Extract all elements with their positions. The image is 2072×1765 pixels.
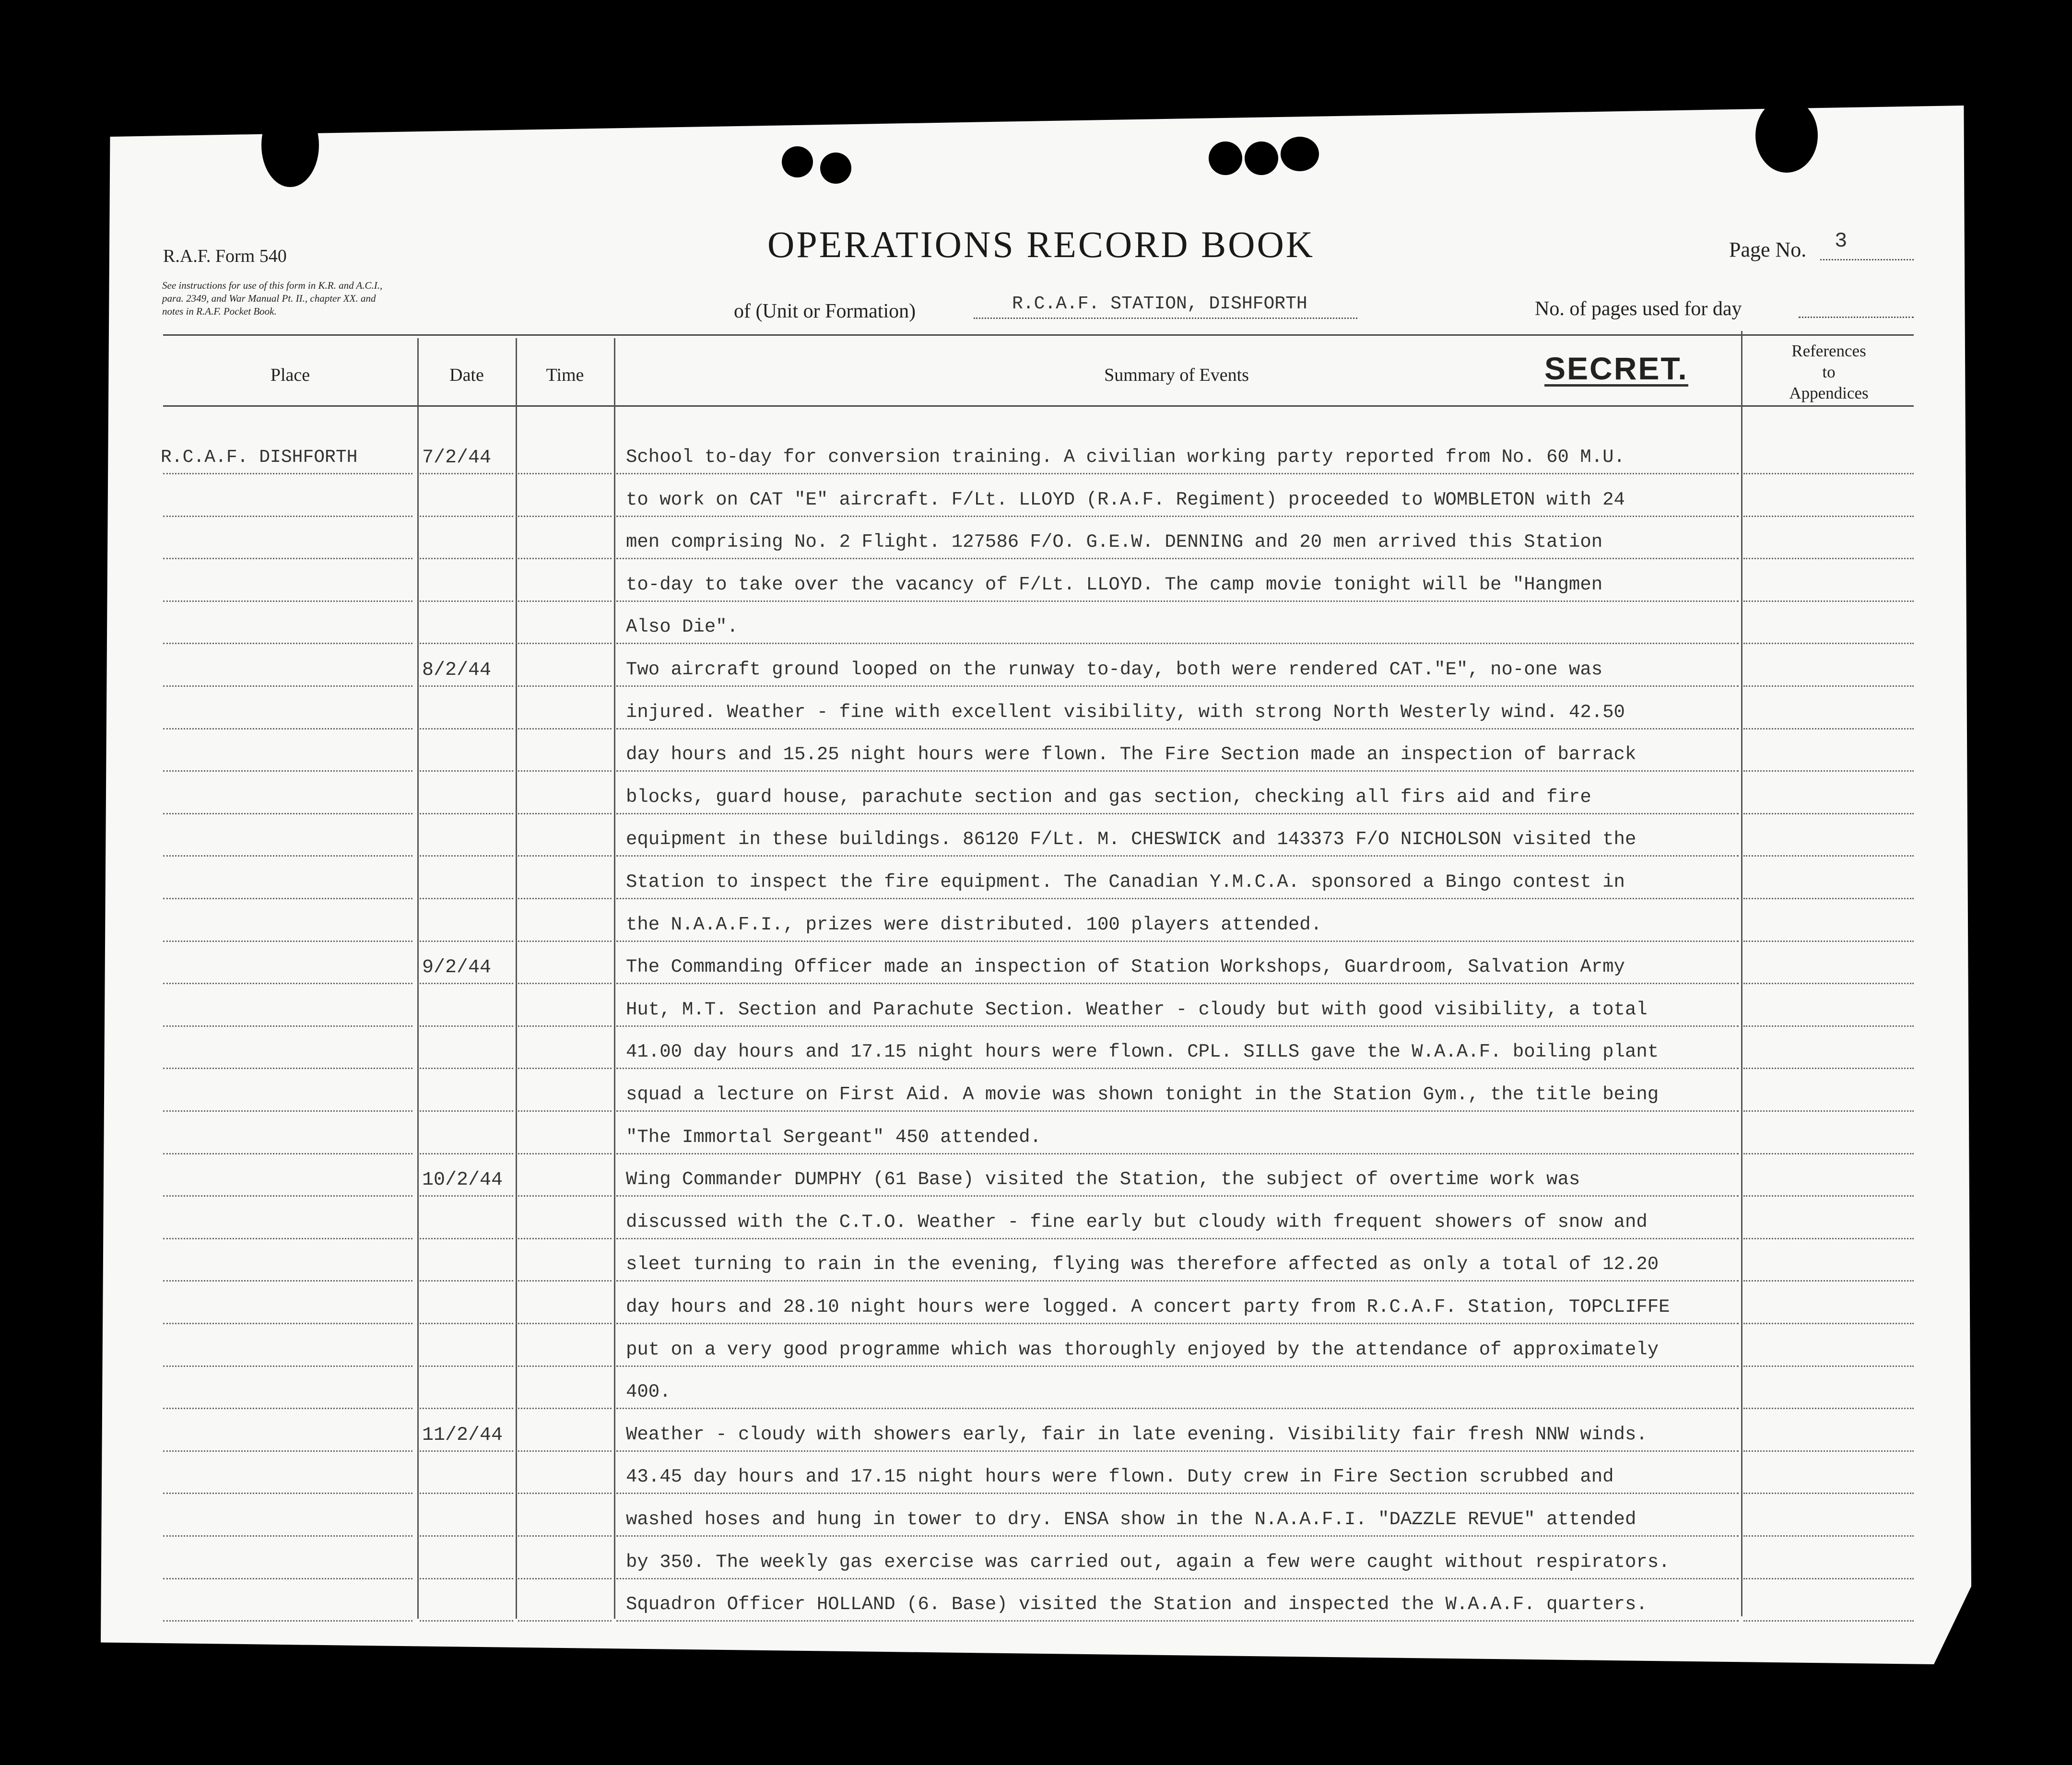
instruction-line: See instructions for use of this form in K.R. and A.C.I., (162, 280, 383, 291)
summary-line: to-day to take over the vacancy of F/Lt. LLOYD. The camp movie tonight will be "Hangmen (626, 574, 1603, 595)
ruled-line (1743, 1493, 1914, 1494)
entry-date: 8/2/44 (422, 659, 492, 681)
summary-line: The Commanding Officer made an inspection of Station Workshops, Guardroom, Salvation Army (626, 956, 1625, 978)
summary-line: washed hoses and hung in tower to dry. ENSA show in the N.A.A.F.I. "DAZZLE REVUE" attended (626, 1509, 1636, 1530)
summary-line: Hut, M.T. Section and Parachute Section. Weather - cloudy but with good visibility, a total (626, 999, 1648, 1020)
unit-label: of (Unit or Formation) (734, 300, 916, 322)
secret-stamp: SECRET. (1544, 351, 1688, 386)
ruled-line (1743, 728, 1914, 730)
ruled-line (518, 1493, 612, 1494)
ruled-line (420, 1620, 513, 1622)
ruled-line (1743, 1110, 1914, 1112)
ruled-line (1743, 685, 1914, 687)
ruled-line (420, 1153, 513, 1154)
summary-line: 43.45 day hours and 17.15 night hours were flown. Duty crew in Fire Section scrubbed and (626, 1466, 1614, 1488)
ruled-line (420, 1578, 513, 1579)
ruled-line (420, 983, 513, 984)
column-header-date: Date (449, 365, 484, 385)
entry-date: 7/2/44 (422, 447, 492, 469)
entry-date: 9/2/44 (422, 957, 492, 979)
ruled-line (1743, 1280, 1914, 1282)
column-divider (1741, 331, 1742, 1616)
ruled-line (420, 898, 513, 899)
ruled-line (616, 643, 1739, 644)
summary-line: Also Die". (626, 616, 739, 638)
punch-hole (261, 103, 319, 187)
ruled-line (518, 600, 612, 602)
ruled-line (1743, 1153, 1914, 1154)
ruled-line (163, 1110, 412, 1112)
ruled-line (616, 685, 1739, 687)
table-header-rule (163, 405, 1914, 407)
page-no-rule (1820, 259, 1914, 260)
ruled-line (616, 941, 1739, 942)
ruled-line (1743, 1195, 1914, 1197)
ruled-line (1743, 941, 1914, 942)
column-header-place: Place (270, 365, 310, 385)
ruled-line (420, 728, 513, 730)
ruled-line (163, 558, 412, 559)
ruled-line (420, 1195, 513, 1197)
instruction-line: para. 2349, and War Manual Pt. II., chapter XX. and (162, 293, 376, 304)
ruled-line (1743, 898, 1914, 899)
ruled-line (163, 600, 412, 602)
punch-hole (782, 146, 813, 177)
ruled-line (163, 685, 412, 687)
ruled-line (518, 643, 612, 644)
entry-date: 11/2/44 (422, 1424, 503, 1446)
ruled-line (616, 1365, 1739, 1367)
ruled-line (616, 1323, 1739, 1324)
ruled-line (420, 1323, 513, 1324)
ruled-line (163, 855, 412, 857)
ruled-line (616, 770, 1739, 772)
ruled-line (420, 1025, 513, 1027)
ruled-line (420, 1450, 513, 1452)
ruled-line (1743, 1578, 1914, 1579)
ruled-line (163, 1280, 412, 1282)
column-header-summary: Summary of Events (1104, 365, 1249, 385)
ruled-line (420, 1408, 513, 1409)
unit-value: R.C.A.F. STATION, DISHFORTH (1012, 294, 1307, 314)
ruled-line (518, 770, 612, 772)
ruled-line (518, 898, 612, 899)
ruled-line (163, 1238, 412, 1239)
ruled-line (163, 983, 412, 984)
ruled-line (616, 1620, 1739, 1622)
ruled-line (616, 558, 1739, 559)
pages-used-rule (1799, 317, 1914, 318)
ruled-line (1743, 643, 1914, 644)
ruled-line (163, 770, 412, 772)
ruled-line (518, 1408, 612, 1409)
ruled-line (518, 1620, 612, 1622)
ruled-line (518, 1535, 612, 1537)
ruled-line (518, 1153, 612, 1154)
summary-line: day hours and 28.10 night hours were logged. A concert party from R.C.A.F. Station, TOPCLIFFE (626, 1296, 1670, 1318)
ruled-line (518, 516, 612, 517)
column-divider (614, 338, 615, 1619)
ruled-line (163, 1323, 412, 1324)
ruled-line (1743, 1068, 1914, 1069)
references-label-line: to (1822, 363, 1836, 381)
summary-line: discussed with the C.T.O. Weather - fine early but cloudy with frequent showers of snow and (626, 1211, 1648, 1233)
ruled-line (420, 770, 513, 772)
summary-line: equipment in these buildings. 86120 F/Lt. M. CHESWICK and 143373 F/O NICHOLSON visited the (626, 829, 1636, 850)
ruled-line (420, 1068, 513, 1069)
ruled-line (616, 1110, 1739, 1112)
ruled-line (1743, 813, 1914, 814)
ruled-line (163, 516, 412, 517)
ruled-line (616, 813, 1739, 814)
ruled-line (163, 643, 412, 644)
page-number: 3 (1835, 229, 1848, 253)
ruled-line (1743, 1365, 1914, 1367)
ruled-line (420, 600, 513, 602)
ruled-line (420, 685, 513, 687)
ruled-line (518, 1450, 612, 1452)
form-number: R.A.F. Form 540 (163, 246, 287, 266)
ruled-line (163, 898, 412, 899)
column-header-references (1742, 341, 1915, 404)
ruled-line (420, 1535, 513, 1537)
ruled-line (1743, 1025, 1914, 1027)
page-title: OPERATIONS RECORD BOOK (767, 224, 1315, 265)
summary-line: by 350. The weekly gas exercise was carried out, again a few were caught without respirators. (626, 1551, 1670, 1573)
ruled-line (1743, 1238, 1914, 1239)
punch-hole (1755, 98, 1818, 173)
references-label-line: Appendices (1789, 384, 1869, 402)
ruled-line (163, 813, 412, 814)
ruled-line (616, 1408, 1739, 1409)
punch-hole (1281, 137, 1319, 171)
ruled-line (163, 1493, 412, 1494)
ruled-line (163, 1620, 412, 1622)
ruled-line (163, 1578, 412, 1579)
ruled-line (616, 1153, 1739, 1154)
punch-hole (1245, 141, 1278, 175)
ruled-line (616, 983, 1739, 984)
ruled-line (163, 1195, 412, 1197)
ruled-line (518, 728, 612, 730)
ruled-line (420, 516, 513, 517)
ruled-line (163, 1450, 412, 1452)
ruled-line (420, 941, 513, 942)
ruled-line (616, 898, 1739, 899)
pages-used-label: No. of pages used for day (1535, 298, 1742, 320)
summary-line: squad a lecture on First Aid. A movie was shown tonight in the Station Gym., the title being (626, 1084, 1659, 1105)
ruled-line (163, 1408, 412, 1409)
ruled-line (518, 813, 612, 814)
ruled-line (616, 1450, 1739, 1452)
ruled-line (518, 1195, 612, 1197)
punch-hole (820, 153, 851, 184)
ruled-line (616, 1535, 1739, 1537)
ruled-line (518, 685, 612, 687)
ruled-line (1743, 770, 1914, 772)
summary-line: the N.A.A.F.I., prizes were distributed. 100 players attended. (626, 914, 1322, 935)
ruled-line (616, 1280, 1739, 1282)
place-entry: R.C.A.F. DISHFORTH (161, 447, 358, 468)
ruled-line (616, 516, 1739, 517)
ruled-line (163, 473, 412, 474)
summary-line: put on a very good programme which was thoroughly enjoyed by the attendance of approximately (626, 1339, 1659, 1360)
ruled-line (163, 728, 412, 730)
table-top-rule (163, 334, 1914, 336)
unit-rule (974, 318, 1357, 319)
ruled-line (420, 473, 513, 474)
summary-line: blocks, guard house, parachute section and gas section, checking all firs aid and fire (626, 786, 1591, 808)
summary-line: School to-day for conversion training. A civilian working party reported from No. 60 M.U. (626, 447, 1625, 468)
ruled-line (420, 1110, 513, 1112)
ruled-line (1743, 1535, 1914, 1537)
ruled-line (518, 1323, 612, 1324)
ruled-line (616, 473, 1739, 474)
ruled-line (163, 1025, 412, 1027)
page-no-label: Page No. (1729, 238, 1807, 261)
ruled-line (420, 1365, 513, 1367)
ruled-line (616, 1238, 1739, 1239)
ruled-line (163, 1365, 412, 1367)
summary-line: Wing Commander DUMPHY (61 Base) visited the Station, the subject of overtime work was (626, 1169, 1580, 1190)
summary-line: Station to inspect the fire equipment. The Canadian Y.M.C.A. sponsored a Bingo contest in (626, 871, 1625, 893)
ruled-line (518, 1025, 612, 1027)
summary-line: "The Immortal Sergeant" 450 attended. (626, 1126, 1041, 1148)
ruled-line (420, 855, 513, 857)
ruled-line (518, 1110, 612, 1112)
ruled-line (518, 1238, 612, 1239)
ruled-line (518, 1365, 612, 1367)
ruled-line (616, 1195, 1739, 1197)
column-divider (417, 338, 419, 1619)
ruled-line (1743, 558, 1914, 559)
ruled-line (616, 1068, 1739, 1069)
ruled-line (1743, 600, 1914, 602)
ruled-line (163, 1068, 412, 1069)
ruled-line (163, 1535, 412, 1537)
ruled-line (518, 983, 612, 984)
summary-line: day hours and 15.25 night hours were flown. The Fire Section made an inspection of barrack (626, 744, 1636, 765)
column-divider (516, 338, 517, 1619)
ruled-line (420, 1238, 513, 1239)
ruled-line (1743, 516, 1914, 517)
references-label-line: References (1791, 341, 1866, 360)
entry-date: 10/2/44 (422, 1169, 503, 1191)
ruled-line (1743, 983, 1914, 984)
summary-line: Two aircraft ground looped on the runway to-day, both were rendered CAT."E", no-one was (626, 659, 1603, 680)
ruled-line (420, 1280, 513, 1282)
summary-line: to work on CAT "E" aircraft. F/Lt. LLOYD (R.A.F. Regiment) proceeded to WOMBLETON with 24 (626, 489, 1625, 510)
summary-line: Squadron Officer HOLLAND (6. Base) visited the Station and inspected the W.A.A.F. quarters. (626, 1594, 1648, 1615)
ruled-line (163, 941, 412, 942)
ruled-line (518, 941, 612, 942)
ruled-line (1743, 1408, 1914, 1409)
form-instructions (162, 279, 382, 318)
ruled-line (518, 473, 612, 474)
ruled-line (420, 813, 513, 814)
ruled-line (616, 1025, 1739, 1027)
ruled-line (518, 558, 612, 559)
ruled-line (1743, 473, 1914, 474)
ruled-line (518, 1578, 612, 1579)
ruled-line (1743, 1620, 1914, 1622)
ruled-line (420, 1493, 513, 1494)
summary-line: sleet turning to rain in the evening, flying was therefore affected as only a total of 12.20 (626, 1254, 1659, 1275)
summary-line: injured. Weather - fine with excellent visibility, with strong North Westerly wind. 42.50 (626, 701, 1625, 723)
ruled-line (616, 728, 1739, 730)
ruled-line (1743, 1323, 1914, 1324)
summary-line: 400. (626, 1381, 671, 1403)
column-header-time: Time (546, 365, 584, 385)
ruled-line (420, 643, 513, 644)
ruled-line (518, 855, 612, 857)
ruled-line (518, 1068, 612, 1069)
instruction-line: notes in R.A.F. Pocket Book. (162, 306, 277, 317)
ruled-line (616, 1493, 1739, 1494)
ruled-line (616, 1578, 1739, 1579)
summary-line: Weather - cloudy with showers early, fair in late evening. Visibility fair fresh NNW winds. (626, 1424, 1648, 1445)
summary-line: men comprising No. 2 Flight. 127586 F/O. G.E.W. DENNING and 20 men arrived this Station (626, 531, 1603, 553)
ruled-line (1743, 855, 1914, 857)
ruled-line (1743, 1450, 1914, 1452)
ruled-line (420, 558, 513, 559)
summary-line: 41.00 day hours and 17.15 night hours were flown. CPL. SILLS gave the W.A.A.F. boiling plant (626, 1041, 1659, 1063)
ruled-line (616, 855, 1739, 857)
ruled-line (616, 600, 1739, 602)
punch-hole (1209, 141, 1242, 175)
ruled-line (163, 1153, 412, 1154)
ruled-line (518, 1280, 612, 1282)
